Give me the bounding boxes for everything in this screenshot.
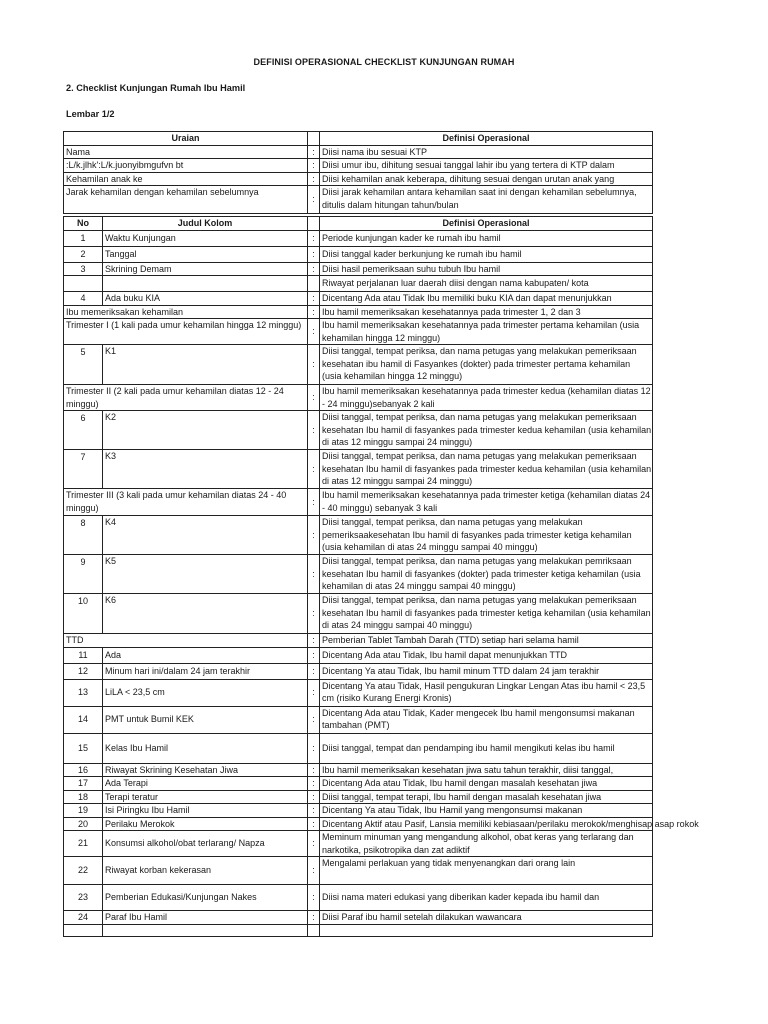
row-judul: Minum hari ini/dalam 24 jam terakhir xyxy=(103,663,308,679)
row-definisi: Dicentang Ada atau Tidak, Kader mengecek Ibu hamil mengonsumsi makanan tambahan (PMT) xyxy=(320,706,653,733)
row-colon: : xyxy=(308,594,320,634)
row-colon: : xyxy=(308,679,320,706)
table-row xyxy=(64,790,653,804)
row-number: 7 xyxy=(64,450,103,489)
header-colon-spacer xyxy=(308,132,320,146)
table-row xyxy=(64,831,653,857)
row-number: 6 xyxy=(64,411,103,450)
row-judul: K1 xyxy=(103,345,308,385)
row-judul: Ada Terapi xyxy=(103,777,308,791)
table-row xyxy=(64,763,653,777)
row-judul: Riwayat korban kekerasan xyxy=(103,857,308,885)
table-row xyxy=(64,411,653,450)
row-judul xyxy=(103,276,308,292)
row-colon: : xyxy=(308,159,320,173)
group-row xyxy=(64,385,653,411)
row-colon: : xyxy=(308,246,320,262)
document-title: DEFINISI OPERASIONAL CHECKLIST KUNJUNGAN RUMAH xyxy=(253,57,515,67)
row-uraian: Kehamilan anak ke xyxy=(64,172,308,186)
row-definisi: Mengalami perlakuan yang tidak menyenangkan dari orang lain xyxy=(320,857,653,885)
row-colon: : xyxy=(308,634,320,648)
group-row xyxy=(64,305,653,319)
row-definisi: Periode kunjungan kader ke rumah ibu hamil xyxy=(320,230,653,246)
row-definisi: Ibu hamil memeriksakan kesehatannya pada trimester 1, 2 dan 3 xyxy=(320,305,653,319)
table-row xyxy=(64,924,653,936)
row-definisi: Dicentang Aktif atau Pasif, Lansia memiliki kebiasaan/perilaku merokok/menghisap asap rokok xyxy=(320,817,653,831)
row-colon: : xyxy=(308,804,320,818)
row-judul: Riwayat Skrining Kesehatan Jiwa xyxy=(103,763,308,777)
row-number: 4 xyxy=(64,292,103,306)
row-definisi: Diisi jarak kehamilan antara kehamilan saat ini dengan kehamilan sebelumnya, ditulis dalam hitungan tahun/bulan xyxy=(320,186,653,214)
row-colon: : xyxy=(308,262,320,276)
row-number xyxy=(64,924,103,936)
row-colon: : xyxy=(308,831,320,857)
row-definisi: Dicentang Ya atau Tidak, Hasil pengukuran Lingkar Lengan Atas ibu hamil < 23,5 cm (risiko Kurang Energi Kronis) xyxy=(320,679,653,706)
row-definisi: Dicentang Ya atau Tidak, Ibu Hamil yang mengonsumsi makanan xyxy=(320,804,653,818)
row-judul xyxy=(103,924,308,936)
row-definisi: Diisi tanggal, tempat periksa, dan nama petugas yang melakukan pemeriksaan kesehatan Ibu hamil di fasyankes pada trimester ketiga kehamilan (usia kehamilan di atas 24 minggu sampai 40 minggu) xyxy=(320,594,653,634)
identity-row xyxy=(64,172,653,186)
row-number: 20 xyxy=(64,817,103,831)
group-label: Trimester I (1 kali pada umur kehamilan hingga 12 minggu) xyxy=(64,319,308,345)
identity-row xyxy=(64,186,653,214)
row-definisi: Diisi tanggal, tempat periksa, dan nama petugas yang melakukan pemeriksaan kesehatan Ibu hamil di fasyankes pada trimester kedua kehamilan (usia kehamilan di atas 12 minggu sampai 24 minggu) xyxy=(320,450,653,489)
table-row xyxy=(64,516,653,555)
header-definisi-operasional: Definisi Operasional xyxy=(320,132,653,146)
row-judul: Tanggal xyxy=(103,246,308,262)
row-number: 9 xyxy=(64,555,103,594)
row-colon: : xyxy=(308,305,320,319)
sheet-label: Lembar 1/2 xyxy=(66,109,115,119)
table-row xyxy=(64,733,653,763)
table-row xyxy=(64,262,653,276)
row-definisi xyxy=(320,924,653,936)
table-row xyxy=(64,817,653,831)
identity-row xyxy=(64,159,653,173)
row-colon: : xyxy=(308,230,320,246)
row-definisi: Diisi tanggal, tempat periksa, dan nama petugas yang melakukan pemeriksaan kesehatan Ibu hamil di fasyankes pada trimester kedua kehamilan (usia kehamilan di atas 12 minggu sampai 24 minggu) xyxy=(320,411,653,450)
row-number: 17 xyxy=(64,777,103,791)
row-number: 22 xyxy=(64,857,103,885)
row-number: 24 xyxy=(64,911,103,925)
row-colon: : xyxy=(308,777,320,791)
row-colon: : xyxy=(308,292,320,306)
row-definisi: Diisi hasil pemeriksaan suhu tubuh Ibu hamil xyxy=(320,262,653,276)
row-number: 1 xyxy=(64,230,103,246)
row-uraian: Nama xyxy=(64,145,308,159)
row-definisi: Diisi nama materi edukasi yang diberikan kader kepada ibu hamil dan xyxy=(320,885,653,911)
table-row xyxy=(64,246,653,262)
row-number: 3 xyxy=(64,262,103,276)
row-uraian: :L/k.jlhk':L/k.juonyibmgufvn bt xyxy=(64,159,308,173)
row-definisi: Diisi tanggal, tempat periksa, dan nama petugas yang melakukan pemriksaan kesehatan Ibu hamil di fasyankes (dokter) pada trimester ketiga kehamilan (usia kehamilan di atas 24 minggu sampai 40 minggu) xyxy=(320,555,653,594)
row-number: 13 xyxy=(64,679,103,706)
row-judul: Konsumsi alkohol/obat terlarang/ Napza xyxy=(103,831,308,857)
row-number: 18 xyxy=(64,790,103,804)
row-colon: : xyxy=(308,489,320,516)
definition-table-header xyxy=(64,217,653,231)
row-colon: : xyxy=(308,885,320,911)
row-colon xyxy=(308,924,320,936)
row-definisi: Diisi tanggal, tempat periksa, dan nama petugas yang melakukan pemeriksaan kesehatan ibu hamil di Fasyankes (dokter) pada trimester pertama kehamilan (usia kehamilan hingga 12 minggu) xyxy=(320,345,653,385)
row-judul: K5 xyxy=(103,555,308,594)
table-row xyxy=(64,857,653,885)
row-definisi: Diisi tanggal, tempat dan pendamping ibu hamil mengikuti kelas ibu hamil xyxy=(320,733,653,763)
header-uraian: Uraian xyxy=(64,132,308,146)
row-definisi: Diisi nama ibu sesuai KTP xyxy=(320,145,653,159)
row-definisi: Diisi tanggal, tempat periksa, dan nama petugas yang melakukan pemeriksaakesehatan Ibu hamil di fasyankes pada trimester ketiga kehamilan (usia kehamilan di atas 24 minggu sampai 40 minggu) xyxy=(320,516,653,555)
row-judul: K3 xyxy=(103,450,308,489)
table-row xyxy=(64,647,653,663)
row-number: 14 xyxy=(64,706,103,733)
row-colon: : xyxy=(308,763,320,777)
row-colon: : xyxy=(308,145,320,159)
table-row xyxy=(64,230,653,246)
row-colon: : xyxy=(308,857,320,885)
table-row xyxy=(64,594,653,634)
row-colon: : xyxy=(308,516,320,555)
header-judul-kolom: Judul Kolom xyxy=(103,217,308,231)
table-row xyxy=(64,885,653,911)
row-colon: : xyxy=(308,706,320,733)
row-colon: : xyxy=(308,385,320,411)
row-number: 10 xyxy=(64,594,103,634)
row-number: 19 xyxy=(64,804,103,818)
row-number: 12 xyxy=(64,663,103,679)
row-judul: LiLA < 23,5 cm xyxy=(103,679,308,706)
row-judul: Paraf Ibu Hamil xyxy=(103,911,308,925)
header-definisi-operasional: Definisi Operasional xyxy=(320,217,653,231)
row-colon xyxy=(308,276,320,292)
row-definisi: Diisi Paraf ibu hamil setelah dilakukan wawancara xyxy=(320,911,653,925)
row-colon: : xyxy=(308,172,320,186)
row-number: 23 xyxy=(64,885,103,911)
row-definisi: Diisi tanggal, tempat terapi, Ibu hamil dengan masalah kesehatan jiwa xyxy=(320,790,653,804)
column-definition-table xyxy=(63,216,699,937)
row-judul: Ada buku KIA xyxy=(103,292,308,306)
group-label: Ibu memeriksakan kehamilan xyxy=(64,305,308,319)
row-definisi: Ibu hamil memeriksakan kesehatannya pada trimester ketiga (kehamilan diatas 24 - 40 minggu) sebanyak 3 kali xyxy=(320,489,653,516)
row-judul: Isi Piringku Ibu Hamil xyxy=(103,804,308,818)
table-row xyxy=(64,345,653,385)
group-row xyxy=(64,489,653,516)
row-definisi: Ibu hamil memeriksakan kesehatan jiwa satu tahun terakhir, diisi tanggal, xyxy=(320,763,653,777)
row-colon: : xyxy=(308,663,320,679)
table-row xyxy=(64,679,653,706)
row-colon: : xyxy=(308,555,320,594)
row-definisi: Ibu hamil memeriksakan kesehatannya pada trimester kedua (kehamilan diatas 12 - 24 minggu)sebanyak 2 kali xyxy=(320,385,653,411)
row-definisi: Meminum minuman yang mengandung alkohol, obat keras yang terlarang dan narkotika, psikotropika dan zat adiktif xyxy=(320,831,653,857)
row-number xyxy=(64,276,103,292)
row-number: 8 xyxy=(64,516,103,555)
row-definisi: Diisi tanggal kader berkunjung ke rumah ibu hamil xyxy=(320,246,653,262)
row-uraian: Jarak kehamilan dengan kehamilan sebelumnya xyxy=(64,186,308,214)
row-colon: : xyxy=(308,911,320,925)
row-definisi: Diisi kehamilan anak keberapa, dihitung sesuai dengan urutan anak yang xyxy=(320,172,653,186)
row-number: 2 xyxy=(64,246,103,262)
header-no: No xyxy=(64,217,103,231)
row-definisi: Diisi umur ibu, dihitung sesuai tanggal lahir ibu yang tertera di KTP dalam xyxy=(320,159,653,173)
table-row xyxy=(64,292,653,306)
row-definisi: Dicentang Ada atau Tidak Ibu memiliki buku KIA dan dapat menunjukkan xyxy=(320,292,653,306)
group-label: Trimester II (2 kali pada umur kehamilan diatas 12 - 24 minggu) xyxy=(64,385,308,411)
identity-row xyxy=(64,145,653,159)
row-judul: K2 xyxy=(103,411,308,450)
identity-table xyxy=(63,131,653,214)
row-judul: Perilaku Merokok xyxy=(103,817,308,831)
table-row xyxy=(64,450,653,489)
row-judul: Kelas Ibu Hamil xyxy=(103,733,308,763)
row-definisi: Ibu hamil memeriksakan kesehatannya pada trimester pertama kehamilan (usia kehamilan hingga 12 minggu) xyxy=(320,319,653,345)
row-judul: Terapi teratur xyxy=(103,790,308,804)
row-number: 16 xyxy=(64,763,103,777)
row-definisi: Dicentang Ada atau Tidak, Ibu hamil dengan masalah kesehatan jiwa xyxy=(320,777,653,791)
table-row xyxy=(64,911,653,925)
row-definisi: Pemberian Tablet Tambah Darah (TTD) setiap hari selama hamil xyxy=(320,634,653,648)
row-definisi: Dicentang Ada atau Tidak, Ibu hamil dapat menunjukkan TTD xyxy=(320,647,653,663)
table-row xyxy=(64,663,653,679)
row-colon: : xyxy=(308,186,320,214)
group-label: Trimester III (3 kali pada umur kehamilan diatas 24 - 40 minggu) xyxy=(64,489,308,516)
group-row xyxy=(64,634,653,648)
group-row xyxy=(64,319,653,345)
row-number: 11 xyxy=(64,647,103,663)
row-judul: PMT untuk Bumil KEK xyxy=(103,706,308,733)
row-judul: Waktu Kunjungan xyxy=(103,230,308,246)
row-judul: Skrining Demam xyxy=(103,262,308,276)
identity-table-header xyxy=(64,132,653,146)
group-label: TTD xyxy=(64,634,308,648)
row-definisi: Riwayat perjalanan luar daerah diisi dengan nama kabupaten/ kota xyxy=(320,276,653,292)
table-row xyxy=(64,276,653,292)
row-judul: K4 xyxy=(103,516,308,555)
header-colon-spacer xyxy=(308,217,320,231)
row-colon: : xyxy=(308,647,320,663)
row-colon: : xyxy=(308,733,320,763)
row-colon: : xyxy=(308,345,320,385)
section-title: 2. Checklist Kunjungan Rumah Ibu Hamil xyxy=(66,83,246,93)
row-judul: Ada xyxy=(103,647,308,663)
table-row xyxy=(64,804,653,818)
row-colon: : xyxy=(308,817,320,831)
row-colon: : xyxy=(308,790,320,804)
row-judul: K6 xyxy=(103,594,308,634)
table-row xyxy=(64,555,653,594)
row-colon: : xyxy=(308,411,320,450)
row-colon: : xyxy=(308,450,320,489)
row-number: 15 xyxy=(64,733,103,763)
row-definisi: Dicentang Ya atau Tidak, Ibu hamil minum TTD dalam 24 jam terakhir xyxy=(320,663,653,679)
table-row xyxy=(64,706,653,733)
row-number: 5 xyxy=(64,345,103,385)
row-judul: Pemberian Edukasi/Kunjungan Nakes xyxy=(103,885,308,911)
table-row xyxy=(64,777,653,791)
row-colon: : xyxy=(308,319,320,345)
row-number: 21 xyxy=(64,831,103,857)
